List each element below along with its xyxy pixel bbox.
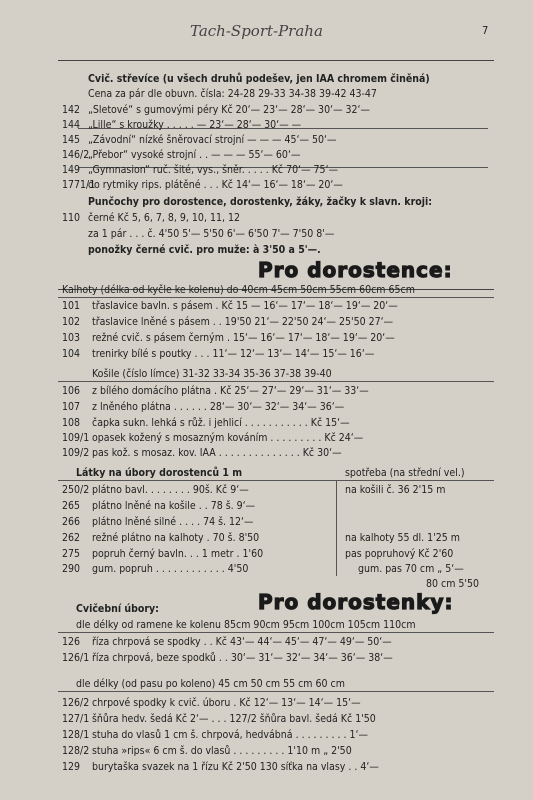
table-row: 126 říza chrpová se spodky . . Kč 43‘— 44‘— 45‘— 47‘— 49‘— 50‘— xyxy=(62,636,392,648)
socks-note: ponožky černé cvič. pro muže: à 3'50 a 5'—. xyxy=(88,244,321,256)
table-row: 275 popruh černý bavln. . . 1 metr . 1'60 pas popruhový Kč 2'60 xyxy=(62,548,454,560)
table-row: 144 „Lille“ s kroužky . . . . . — 23‘— 28‘— 30‘— — xyxy=(62,119,302,131)
table-row: 142 „Sletové“ s gumovými péry Kč 20‘— 23‘— 28‘— 30‘— 32‘— xyxy=(62,104,370,116)
latky-last-note: 80 cm 5'50 xyxy=(426,578,480,590)
table-row: 1771/1 do rytmiky rips. plátěné . . . Kč 14‘— 16‘— 18‘— 20‘— xyxy=(62,179,343,191)
table-row: 106 z bílého domácího plátna . Kč 25‘— 27‘— 29‘— 31‘— 33‘— xyxy=(62,385,369,397)
latky-header: Látky na úbory dorostenců 1 m xyxy=(76,467,243,479)
table-row: 290 gum. popruh . . . . . . . . . . . . 4'50 gum. pas 70 cm „ 5‘— xyxy=(62,563,464,575)
section-title-dorostenky: Pro dorostenky: xyxy=(258,590,454,614)
divider xyxy=(58,297,494,298)
table-row: za 1 pár . . . č. 4'50 5'— 5'50 6'— 6'50 7'— 7'50 8'— xyxy=(88,228,335,240)
table-row: 262 režné plátno na kalhoty . 70 š. 8'50 na kalhoty 55 dl. 1'25 m xyxy=(62,532,460,544)
header-logo: Tach-Sport-Praha xyxy=(190,22,323,40)
table-row: 109/2 pas kož. s mosaz. kov. IAA . . . . . . . . . . . . . . Kč 30‘— xyxy=(62,447,342,459)
len2-header: dle délky (od pasu po koleno) 45 cm 50 cm 55 cm 60 cm xyxy=(76,678,345,690)
shoe-intro-line1: Cvič. střevíce (u všech druhů podešev, jen IAA chromem činěná) xyxy=(88,73,430,85)
table-row: 145 „Závodní“ nízké šněrovací strojní — — — 45‘— 50‘— xyxy=(62,134,337,146)
divider xyxy=(58,632,494,633)
table-row: 103 režné cvič. s pásem černým . 15‘— 16‘— 17‘— 18‘— 19‘— 20‘— xyxy=(62,332,395,344)
table-row: 127/1 šňůra hedv. šedá Kč 2‘— . . . 127/2 šňůra bavl. šedá Kč 1'50 xyxy=(62,713,376,725)
table-row: 128/1 stuha do vlasů 1 cm š. chrpová, hedvábná . . . . . . . . . 1‘— xyxy=(62,729,369,741)
socks-title: Punčochy pro dorostence, dorostenky, žáky, žačky k slavn. kroji: xyxy=(88,196,432,208)
table-row: 102 třaslavice lněné s pásem . . 19'50 21‘— 22'50 24‘— 25'50 27‘— xyxy=(62,316,394,328)
table-row: 110 černé Kč 5, 6, 7, 8, 9, 10, 11, 12 xyxy=(62,212,240,224)
kalhoty-header: Kalhoty (délka od kyčle ke kolenu) do 40cm 45cm 50cm 55cm 60cm 65cm xyxy=(62,284,415,296)
table-row: 149 „Gymnasion“ ruč. šité, vys., šněr. . . . . Kč 70‘— 75‘— xyxy=(62,164,339,176)
table-row: 104 trenirky bílé s poutky . . . 11‘— 12‘— 13‘— 14‘— 15‘— 16‘— xyxy=(62,348,375,360)
table-row: 265 plátno lněné na košile . . 78 š. 9‘— xyxy=(62,500,256,512)
table-row: 129 burytaška svazek na 1 řízu Kč 2'50 130 síťka na vlasy . . 4‘— xyxy=(62,761,379,773)
spotreba-header: spotřeba (na střední vel.) xyxy=(345,467,465,479)
table-row: 128/2 stuha »rips« 6 cm š. do vlasů . . . . . . . . . 1'10 m „ 2'50 xyxy=(62,745,352,757)
divider xyxy=(58,691,494,692)
table-row: 109/1 opasek kožený s mosazným kováním . . . . . . . . . Kč 24‘— xyxy=(62,432,364,444)
table-row: 107 z lněného plátna . . . . . . 28‘— 30‘— 32‘— 34‘— 36‘— xyxy=(62,401,345,413)
table-row: 146/2 „Přebor“ vysoké strojní . . — — — 55‘— 60‘— xyxy=(62,149,301,161)
kosile-header: Košile (číslo límce) 31-32 33-34 35-36 37-38 39-40 xyxy=(92,368,332,380)
section-title-dorostence: Pro dorostence: xyxy=(258,258,453,282)
len1-header: dle délky od ramene ke kolenu 85cm 90cm 95cm 100cm 105cm 110cm xyxy=(76,619,416,631)
table-row: 108 čapka sukn. lehká s růž. i jehlicí . . . . . . . . . . . Kč 15‘— xyxy=(62,417,350,429)
table-row: 126/2 chrpové spodky k cvič. úboru . Kč 12‘— 13‘— 14‘— 15‘— xyxy=(62,697,361,709)
table-row: 266 plátno lněné silné . . . . 74 š. 12‘— xyxy=(62,516,254,528)
table-row: 126/1 říza chrpová, beze spodků . . 30‘— 31‘— 32‘— 34‘— 36‘— 38‘— xyxy=(62,652,393,664)
shoe-intro-line2: Cena za pár dle obuvn. čísla: 24-28 29-33 34-38 39-42 43-47 xyxy=(88,88,377,100)
ubory-header: Cvičební úbory: xyxy=(76,603,159,615)
table-row: 250/2 plátno bavl. . . . . . . . 90š. Kč 9‘— na košili č. 36 2'15 m xyxy=(62,484,446,496)
table-row: 101 třaslavice bavln. s pásem . Kč 15 — 16‘— 17‘— 18‘— 19‘— 20‘— xyxy=(62,300,398,312)
page-number: 7 xyxy=(482,24,489,37)
divider xyxy=(58,480,494,481)
divider xyxy=(58,381,494,382)
